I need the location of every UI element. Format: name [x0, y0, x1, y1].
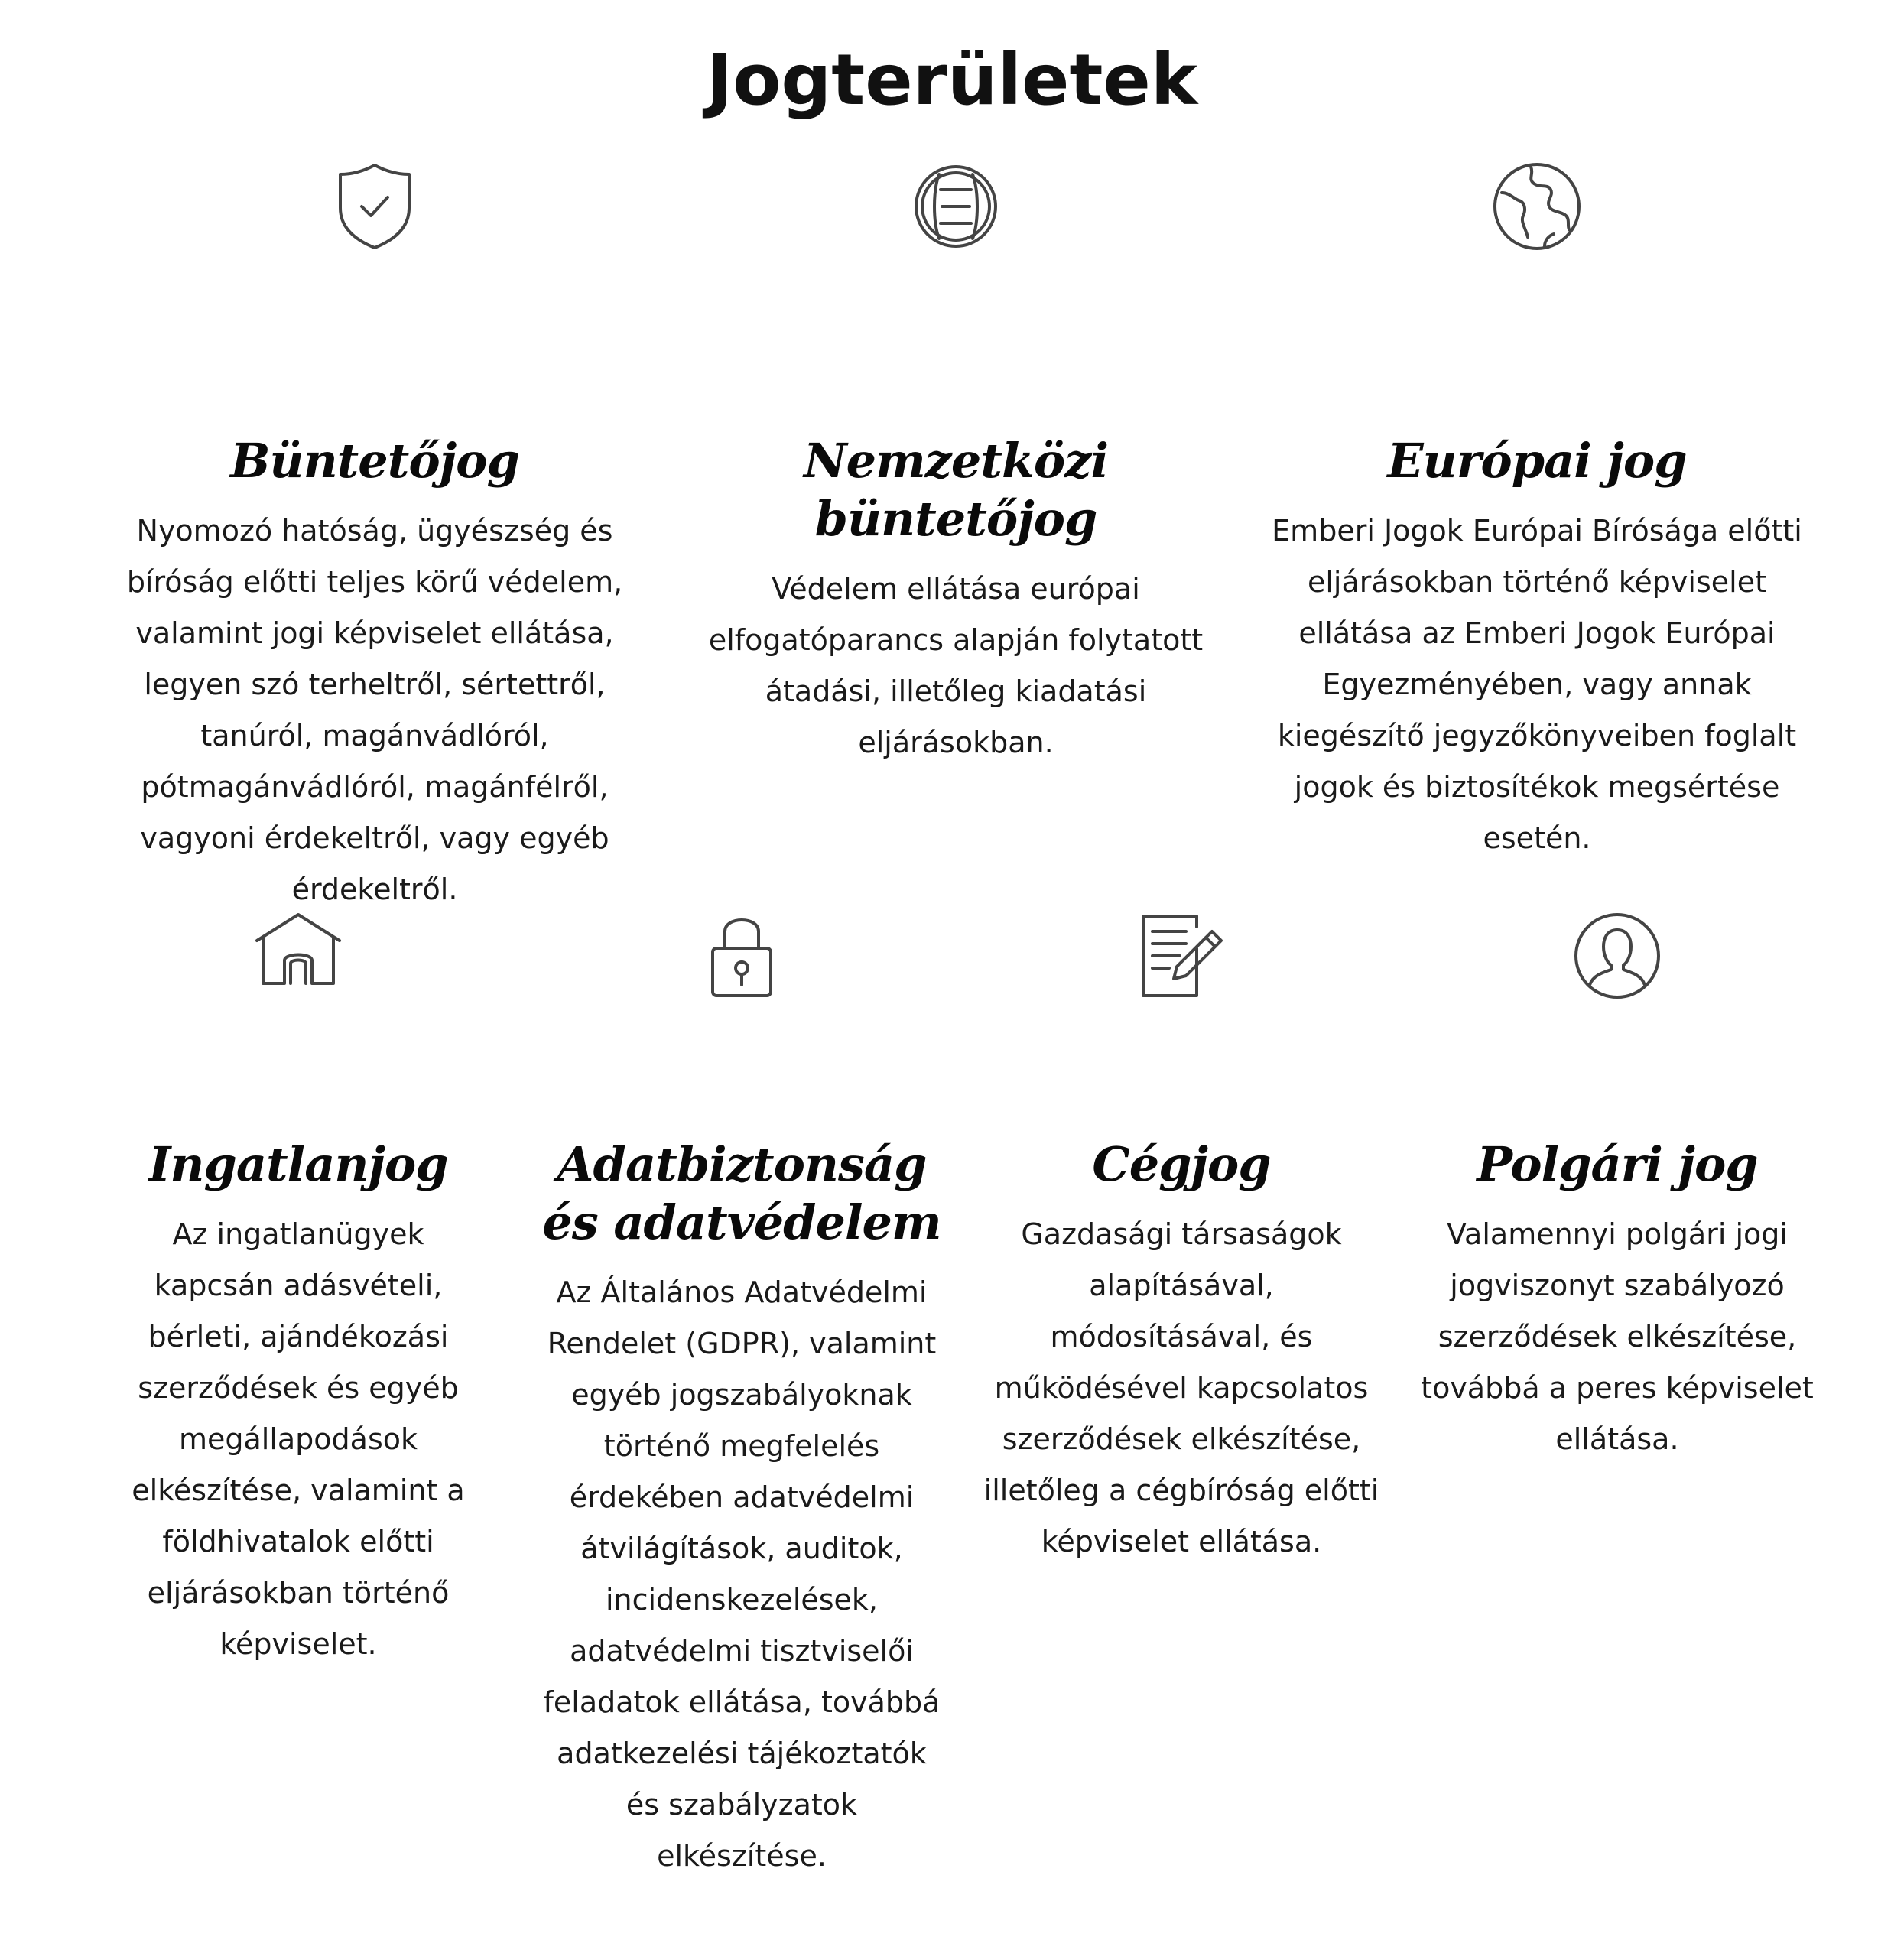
- world-map-icon: [1262, 161, 1812, 268]
- practice-area-card: [681, 161, 1231, 769]
- card-title: Polgári jog: [1477, 1136, 1758, 1192]
- practice-area-card: [115, 910, 482, 1670]
- card-description: Az Általános Adatvédelmi Rendelet (GDPR), valamint egyéb jogszabályoknak történő megfelelés érdekében adatvédelmi átvilágítások, auditok, incidenskezelések, adatvédelmi tisztviselői feladatok ellátása, továbbá adatkezelési tájékoztatók és szabályzatok elkészítése.: [543, 1275, 941, 1873]
- card-title: Büntetőjog: [230, 433, 519, 489]
- globe-icon: [681, 161, 1231, 268]
- practice-area-card: [539, 910, 944, 1882]
- practice-area-card: [1418, 910, 1816, 1465]
- card-title: Európai jog: [1387, 433, 1687, 489]
- card-description: Valamennyi polgári jogi jogviszonyt szabályozó szerződések elkészítése, továbbá a peres képviselet ellátása.: [1421, 1217, 1814, 1456]
- practice-area-card: [1262, 161, 1812, 864]
- document-pencil-icon: [975, 910, 1388, 1017]
- card-description: Gazdasági társaságok alapításával, módosításával, és működésével kapcsolatos szerződések elkészítése, illetőleg a cégbíróság előtti képviselet ellátása.: [983, 1217, 1379, 1558]
- card-title: Cégjog: [1092, 1136, 1271, 1192]
- card-description: Védelem ellátása európai elfogatóparancs alapján folytatott átadási, illetőleg kiadatási eljárásokban.: [708, 572, 1204, 759]
- card-title: Adatbiztonság és adatvédelem: [542, 1136, 941, 1250]
- shield-check-icon: [99, 161, 650, 268]
- card-title: Ingatlanjog: [148, 1136, 448, 1192]
- card-title: Nemzetközi büntetőjog: [803, 433, 1109, 547]
- card-description: Emberi Jogok Európai Bírósága előtti eljárásokban történő képviselet ellátása az Emberi Jogok Európai Egyezményében, vagy annak kiegészítő jegyzőkönyveiben foglalt jogok és biztosítékok megsértése esetén.: [1272, 514, 1802, 855]
- card-description: Nyomozó hatóság, ügyészség és bíróság előtti teljes körű védelem, valamint jogi képviselet ellátása, legyen szó terheltről, sértettről, tanúról, magánvádlóról, pótmagánvádlóról, magánfélről, vagyoni érdekeltről, vagy egyéb érdekeltről.: [126, 514, 623, 906]
- card-description: Az ingatlanügyek kapcsán adásvételi, bérleti, ajándékozási szerződések és egyéb megállapodások elkészítése, valamint a földhivatalok előtti eljárásokban történő képviselet.: [132, 1217, 465, 1661]
- house-icon: [115, 910, 482, 1017]
- user-circle-icon: [1418, 910, 1816, 1017]
- padlock-icon: [539, 910, 944, 1017]
- practice-area-card: [975, 910, 1388, 1568]
- page-title: Jogterületek: [706, 39, 1198, 121]
- practice-area-card: [99, 161, 650, 915]
